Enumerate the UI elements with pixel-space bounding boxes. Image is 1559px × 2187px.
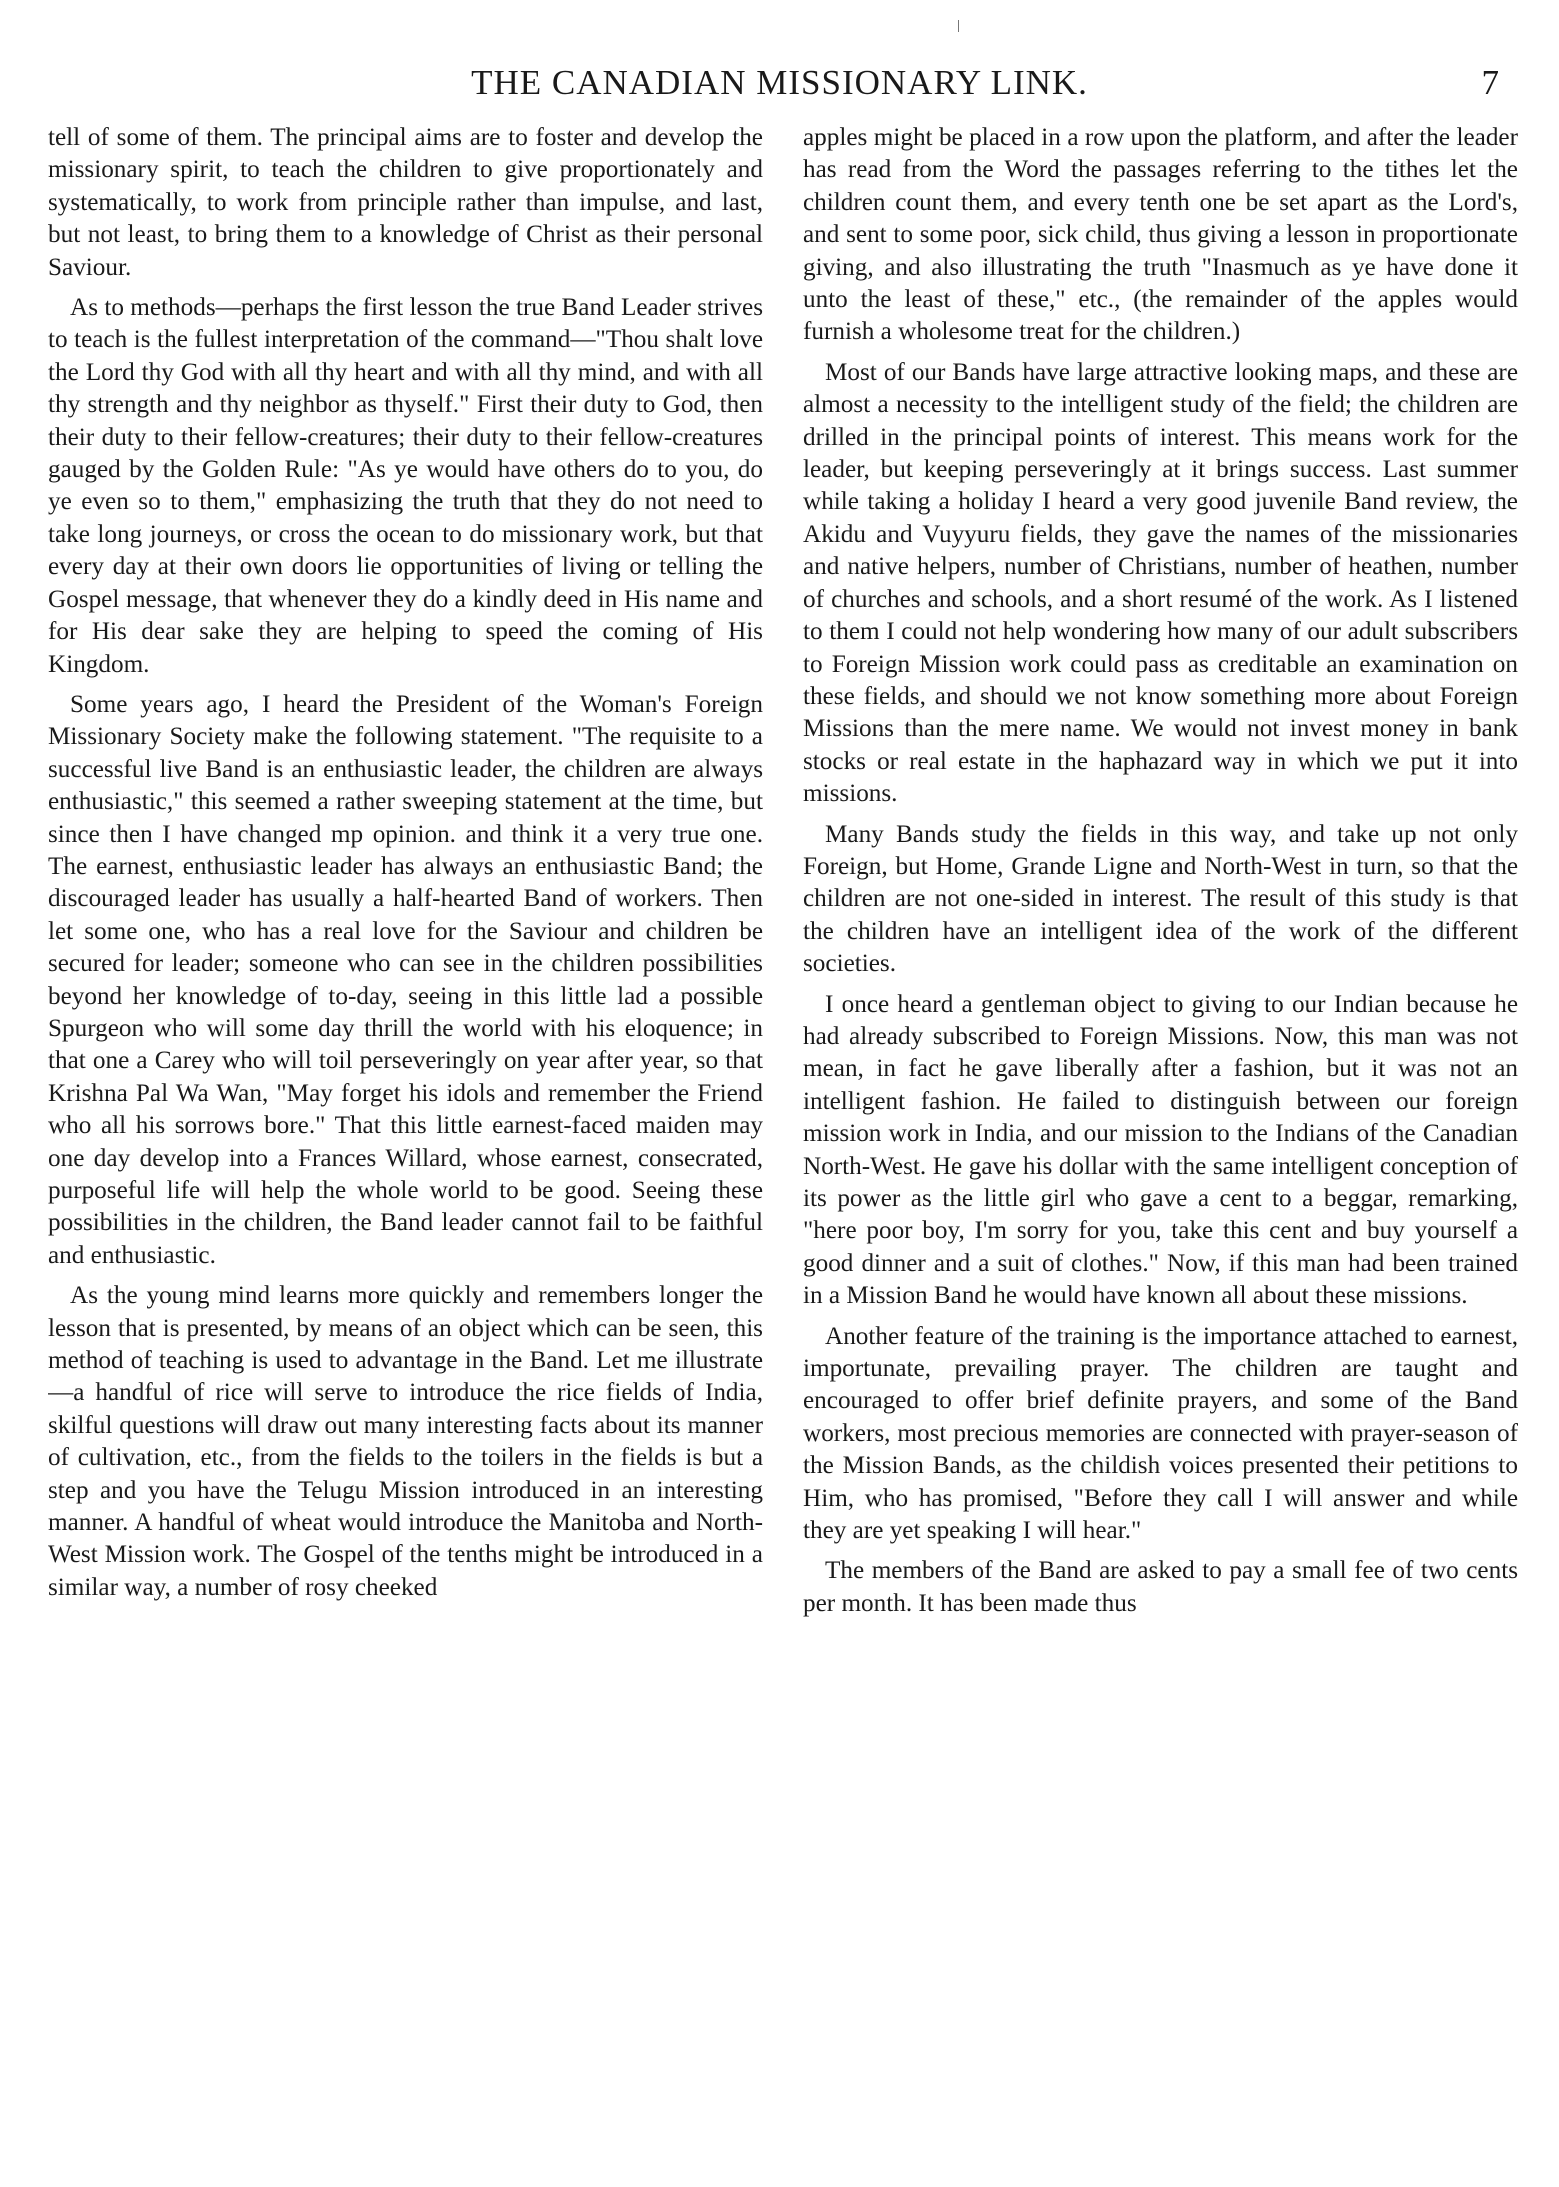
paragraph: As the young mind learns more quickly and remembers longer the lesson that is presented, by means of an object which can be seen, this method of teaching is used to advantage in the Band. Let me illustrate—a handful of rice will serve to introduce the rice fields of India, skilful questions will draw out many interesting facts about its manner of cultivation, etc., from the fields to the toilers in the fields is but a step and you have the Telugu Mission introduced in an interesting manner. A handful of wheat would introduce the Manitoba and North-West Mission work. The Gospel of the tenths might be introduced in a similar way, a number of rosy cheeked [48,1282,763,1601]
paragraph: Another feature of the training is the importance attached to earnest, importunate, prevailing prayer. The children are taught and encouraged to offer brief definite prayers, and some of the Band workers, most precious memories are connected with prayer-season of the Mission Bands, as the childish voices presented their petitions to Him, who has promised, "Before they call I will answer and while they are yet speaking I will hear." [803,1322,1518,1545]
left-column [48,122,763,2162]
paragraph: I once heard a gentleman object to giving to our Indian because he had already subscribed to Foreign Missions. Now, this man was not mean, in fact he gave liberally after a fashion, but it was not an intelligent fashion. He failed to distinguish between our foreign mission work in India, and our mission to the Indians of the Canadian North-West. He gave his dollar with the same intelligent conception of its power as the little girl who gave a cent to a beggar, remarking, "here poor boy, I'm sorry for you, take this cent and buy yourself a good dinner and a suit of clothes." Now, if this man had been trained in a Mission Band he would have known all about these missions. [803,990,1518,1310]
paragraph: apples might be placed in a row upon the platform, and after the leader has read from the Word the passages referring to the tithes let the children count them, and every tenth one be set apart as the Lord's, and sent to some poor, sick child, thus giving a lesson in proportionate giving, and also illustrating the truth "Inasmuch as ye have done it unto the least of these," etc., (the remainder of the apples would furnish a wholesome treat for the children.) [803,124,1518,346]
paragraph: Most of our Bands have large attractive looking maps, and these are almost a necessity to the intelligent study of the field; the children are drilled in the principal points of interest. This means work for the leader, but keeping perseveringly at it brings success. Last summer while taking a holiday I heard a very good juvenile Band review, the Akidu and Vuyyuru fields, they gave the names of the missionaries and native helpers, number of Christians, number of heathen, number of churches and schools, and a short resumé of the work. As I listened to them I could not help wondering how many of our adult subscribers to Foreign Mission work could pass as creditable an examination on these fields, and should we not know something more about Foreign Missions than the mere name. We would not invest money in bank stocks or real estate in the haphazard way in which we put it into missions. [803,358,1518,808]
paragraph: tell of some of them. The principal aims are to foster and develop the missionary spirit, to teach the children to give proportionately and systematically, to work from principle rather than impulse, and last, but not least, to bring them to a knowledge of Christ as their personal Saviour. [48,124,763,281]
publication-title: THE CANADIAN MISSIONARY LINK. [471,63,1088,102]
right-column [803,122,1518,2162]
running-header [55,58,1504,108]
page-number: 7 [1481,63,1499,102]
paragraph: The members of the Band are asked to pay a small fee of two cents per month. It has been made thus [803,1557,1518,1617]
paragraph: Some years ago, I heard the President of the Woman's Foreign Missionary Society make the following statement. "The requisite to a successful live Band is an enthusiastic leader, the children are always enthusiastic," this seemed a rather sweeping statement at the time, but since then I have changed mp opinion. and think it a very true one. The earnest, enthusiastic leader has always an enthusiastic Band; the discouraged leader has usually a half-hearted Band of workers. Then let some one, who has a real love for the Saviour and children be secured for leader; someone who can see in the children possibilities beyond her knowledge of to-day, seeing in this little lad a possible Spurgeon who will some day thrill the world with his eloquence; in that one a Carey who will toil perseveringly on year after year, so that Krishna Pal Wa Wan, "May forget his idols and remember the Friend who all his sorrows bore." That this little earnest-faced maiden may one day develop into a Frances Willard, whose earnest, consecrated, purposeful life will help the whole world to be good. Seeing these possibilities in the children, the Band leader cannot fail to be faithful and enthusiastic. [48,690,763,1269]
paragraph: As to methods—perhaps the first lesson the true Band Leader strives to teach is the fullest interpretation of the command—"Thou shalt love the Lord thy God with all thy heart and with all thy mind, and with all thy strength and thy neighbor as thyself." First their duty to God, then their duty to their fellow-creatures; their duty to their fellow-creatures gauged by the Golden Rule: "As ye would have others do to you, do ye even so to them," emphasizing the truth that they do not need to take long journeys, or cross the ocean to do missionary work, but that every day at their own doors lie opportunities of living or telling the Gospel message, that whenever they do a kindly deed in His name and for His dear sake they are helping to speed the coming of His Kingdom. [48,294,763,678]
print-mark [958,20,959,32]
paragraph: Many Bands study the fields in this way, and take up not only Foreign, but Home, Grande Ligne and North-West in turn, so that the children are not one-sided in interest. The result of this study is that the children have an intelligent idea of the work of the different societies. [803,820,1518,978]
